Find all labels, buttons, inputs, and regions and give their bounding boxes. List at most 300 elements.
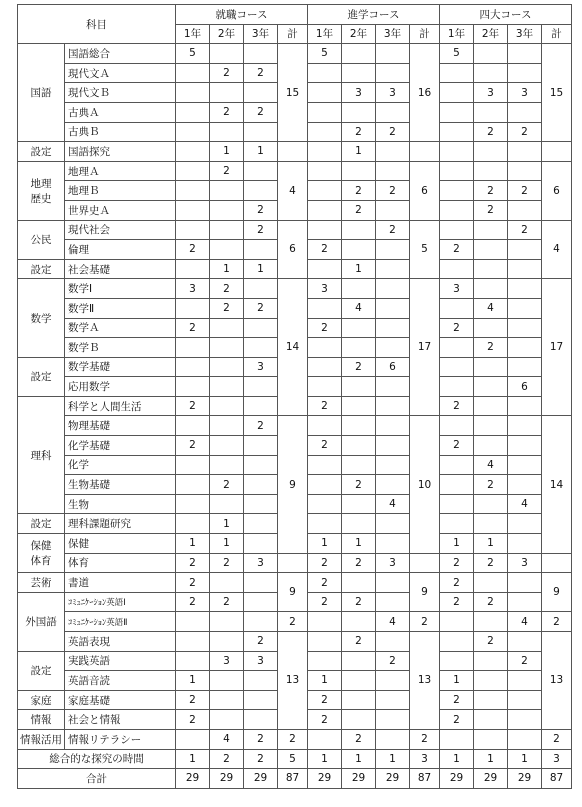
group-label: 設定 bbox=[18, 142, 65, 162]
subject-name: 古典Ａ bbox=[65, 102, 176, 122]
credit-cell: 6 bbox=[376, 357, 410, 377]
credit-cell: 5 bbox=[308, 44, 342, 64]
credit-cell: 3 bbox=[176, 279, 210, 299]
credit-cell: 2 bbox=[308, 710, 342, 730]
credit-cell: 4 bbox=[376, 494, 410, 514]
credit-cell: 1 bbox=[244, 142, 278, 162]
credit-cell bbox=[440, 181, 474, 201]
credit-cell: 2 bbox=[474, 475, 508, 495]
credit-cell bbox=[342, 318, 376, 338]
course-subtotal: 2 bbox=[278, 612, 308, 632]
credit-cell bbox=[474, 651, 508, 671]
grand-total-cell: 29 bbox=[474, 769, 508, 789]
credit-cell bbox=[474, 396, 508, 416]
credit-cell: 2 bbox=[176, 710, 210, 730]
credit-cell bbox=[474, 63, 508, 83]
credit-cell: 1 bbox=[210, 142, 244, 162]
credit-cell: 4 bbox=[508, 612, 542, 632]
year-header: 2年 bbox=[342, 24, 376, 44]
course-subtotal: 10 bbox=[410, 416, 440, 553]
credit-cell: 2 bbox=[176, 318, 210, 338]
credit-cell bbox=[376, 416, 410, 436]
group-label: 設定 bbox=[18, 259, 65, 279]
course-subtotal: 13 bbox=[410, 632, 440, 730]
credit-cell bbox=[176, 514, 210, 534]
credit-cell: 3 bbox=[244, 357, 278, 377]
credit-cell bbox=[176, 102, 210, 122]
grand-total-cell: 87 bbox=[410, 769, 440, 789]
credit-cell bbox=[210, 338, 244, 358]
credit-cell bbox=[474, 318, 508, 338]
credit-cell bbox=[308, 338, 342, 358]
credit-cell: 2 bbox=[244, 220, 278, 240]
credit-cell bbox=[308, 416, 342, 436]
credit-cell bbox=[210, 494, 244, 514]
credit-cell: 2 bbox=[342, 181, 376, 201]
credit-cell bbox=[474, 612, 508, 632]
inquiry-cell: 3 bbox=[410, 749, 440, 769]
year-header: 2年 bbox=[474, 24, 508, 44]
year-header: 1年 bbox=[176, 24, 210, 44]
credit-cell bbox=[376, 632, 410, 652]
group-label: 公民 bbox=[18, 220, 65, 259]
grand-total-cell: 29 bbox=[376, 769, 410, 789]
credit-cell: 3 bbox=[244, 651, 278, 671]
credit-cell bbox=[508, 436, 542, 456]
credit-cell: 2 bbox=[210, 63, 244, 83]
course-subtotal bbox=[278, 553, 308, 573]
credit-cell bbox=[376, 377, 410, 397]
course-subtotal: 4 bbox=[542, 220, 572, 279]
credit-cell bbox=[474, 240, 508, 260]
credit-cell bbox=[176, 122, 210, 142]
credit-cell bbox=[508, 416, 542, 436]
credit-cell: 2 bbox=[176, 553, 210, 573]
course-subtotal: 17 bbox=[542, 279, 572, 416]
credit-cell: 2 bbox=[210, 298, 244, 318]
credit-cell bbox=[176, 298, 210, 318]
credit-cell bbox=[244, 181, 278, 201]
course-subtotal: 6 bbox=[278, 220, 308, 279]
credit-cell bbox=[376, 200, 410, 220]
credit-cell bbox=[308, 494, 342, 514]
subject-name: 保健 bbox=[65, 534, 176, 554]
credit-cell bbox=[376, 338, 410, 358]
credit-cell bbox=[308, 63, 342, 83]
credit-cell: 2 bbox=[440, 396, 474, 416]
course-subtotal: 2 bbox=[542, 729, 572, 749]
credit-cell: 2 bbox=[508, 181, 542, 201]
credit-cell bbox=[308, 142, 342, 162]
credit-cell: 2 bbox=[210, 592, 244, 612]
credit-cell bbox=[508, 259, 542, 279]
credit-cell bbox=[244, 83, 278, 103]
credit-cell bbox=[440, 729, 474, 749]
credit-cell bbox=[376, 102, 410, 122]
credit-cell: 2 bbox=[376, 651, 410, 671]
inquiry-cell: 1 bbox=[308, 749, 342, 769]
credit-cell bbox=[176, 142, 210, 162]
subject-name: 社会と情報 bbox=[65, 710, 176, 730]
credit-cell: 2 bbox=[308, 573, 342, 593]
group-label: 保健 体育 bbox=[18, 534, 65, 573]
subject-name: 家庭基礎 bbox=[65, 690, 176, 710]
credit-cell: 2 bbox=[210, 553, 244, 573]
year-header: 3年 bbox=[244, 24, 278, 44]
credit-cell bbox=[308, 220, 342, 240]
credit-cell: 1 bbox=[308, 534, 342, 554]
credit-cell bbox=[474, 729, 508, 749]
credit-cell bbox=[440, 377, 474, 397]
subject-row bbox=[18, 612, 572, 632]
year-header: 3年 bbox=[376, 24, 410, 44]
credit-cell bbox=[440, 475, 474, 495]
subject-name: 地理Ｂ bbox=[65, 181, 176, 201]
credit-cell: 2 bbox=[308, 436, 342, 456]
year-header: 1年 bbox=[440, 24, 474, 44]
credit-cell: 2 bbox=[474, 553, 508, 573]
grand-total-cell: 29 bbox=[440, 769, 474, 789]
credit-cell bbox=[342, 651, 376, 671]
group-label: 芸術 bbox=[18, 573, 65, 593]
credit-cell bbox=[508, 318, 542, 338]
subject-row bbox=[18, 729, 572, 749]
credit-cell bbox=[244, 710, 278, 730]
credit-cell bbox=[342, 514, 376, 534]
year-header: 2年 bbox=[210, 24, 244, 44]
credit-cell bbox=[440, 83, 474, 103]
subject-row bbox=[18, 573, 572, 593]
inquiry-cell: 1 bbox=[440, 749, 474, 769]
grand-total-cell: 87 bbox=[542, 769, 572, 789]
credit-cell bbox=[308, 181, 342, 201]
credit-cell bbox=[210, 200, 244, 220]
credit-cell bbox=[244, 514, 278, 534]
subject-name: 世界史Ａ bbox=[65, 200, 176, 220]
credit-cell bbox=[440, 200, 474, 220]
credit-cell bbox=[210, 220, 244, 240]
inquiry-cell: 2 bbox=[210, 749, 244, 769]
credit-cell bbox=[508, 240, 542, 260]
subject-row bbox=[18, 44, 572, 64]
credit-cell: 2 bbox=[440, 318, 474, 338]
credit-cell bbox=[308, 161, 342, 181]
credit-cell bbox=[244, 436, 278, 456]
subject-name: 化学基礎 bbox=[65, 436, 176, 456]
credit-cell: 2 bbox=[342, 632, 376, 652]
credit-cell bbox=[440, 612, 474, 632]
year-header: 3年 bbox=[508, 24, 542, 44]
credit-cell bbox=[474, 690, 508, 710]
credit-cell bbox=[176, 181, 210, 201]
credit-cell bbox=[474, 279, 508, 299]
credit-cell bbox=[508, 44, 542, 64]
credit-cell: 1 bbox=[176, 671, 210, 691]
group-label: 情報活用 bbox=[18, 729, 65, 749]
credit-cell bbox=[176, 651, 210, 671]
credit-cell bbox=[244, 455, 278, 475]
credit-cell bbox=[244, 240, 278, 260]
credit-cell bbox=[244, 475, 278, 495]
credit-cell bbox=[176, 416, 210, 436]
credit-cell: 1 bbox=[176, 534, 210, 554]
credit-cell bbox=[376, 729, 410, 749]
group-label: 国語 bbox=[18, 44, 65, 142]
course-subtotal bbox=[410, 553, 440, 573]
credit-cell bbox=[376, 514, 410, 534]
credit-cell: 2 bbox=[440, 710, 474, 730]
credit-cell: 2 bbox=[176, 436, 210, 456]
credit-cell bbox=[244, 573, 278, 593]
credit-cell: 1 bbox=[342, 142, 376, 162]
group-label: 設定 bbox=[18, 651, 65, 690]
credit-cell bbox=[244, 534, 278, 554]
credit-cell bbox=[508, 573, 542, 593]
course-subtotal: 15 bbox=[542, 44, 572, 142]
credit-cell: 2 bbox=[342, 122, 376, 142]
credit-cell: 2 bbox=[440, 240, 474, 260]
credit-cell bbox=[440, 338, 474, 358]
credit-cell: 2 bbox=[474, 632, 508, 652]
credit-cell bbox=[176, 612, 210, 632]
credit-cell bbox=[440, 357, 474, 377]
subject-name: 倫理 bbox=[65, 240, 176, 260]
credit-cell: 4 bbox=[508, 494, 542, 514]
credit-cell: 2 bbox=[176, 396, 210, 416]
course-subtotal: 4 bbox=[278, 161, 308, 220]
group-label: 家庭 bbox=[18, 690, 65, 710]
credit-cell bbox=[176, 200, 210, 220]
credit-cell bbox=[308, 651, 342, 671]
course-subtotal: 17 bbox=[410, 279, 440, 416]
course-subtotal: 5 bbox=[410, 220, 440, 279]
credit-cell: 2 bbox=[244, 632, 278, 652]
credit-cell bbox=[508, 729, 542, 749]
credit-cell bbox=[176, 455, 210, 475]
subject-name: 国語探究 bbox=[65, 142, 176, 162]
credit-cell: 2 bbox=[376, 181, 410, 201]
subject-row bbox=[18, 142, 572, 162]
subject-row bbox=[18, 220, 572, 240]
credit-cell bbox=[308, 632, 342, 652]
subject-name: 英語表現 bbox=[65, 632, 176, 652]
credit-cell bbox=[244, 338, 278, 358]
course-subtotal bbox=[278, 142, 308, 162]
credit-cell bbox=[474, 220, 508, 240]
credit-cell: 2 bbox=[176, 240, 210, 260]
credit-cell bbox=[440, 161, 474, 181]
credit-cell bbox=[376, 396, 410, 416]
course-subtotal: 2 bbox=[278, 729, 308, 749]
credit-cell: 2 bbox=[308, 592, 342, 612]
credit-cell bbox=[474, 259, 508, 279]
course-subtotal: 2 bbox=[410, 612, 440, 632]
credit-cell bbox=[474, 377, 508, 397]
credit-cell bbox=[342, 102, 376, 122]
credit-cell bbox=[308, 475, 342, 495]
credit-cell bbox=[474, 710, 508, 730]
credit-cell bbox=[440, 455, 474, 475]
credit-cell: 2 bbox=[376, 122, 410, 142]
credit-cell: 1 bbox=[440, 534, 474, 554]
subject-name: 物理基礎 bbox=[65, 416, 176, 436]
credit-cell bbox=[474, 142, 508, 162]
credit-cell bbox=[376, 259, 410, 279]
credit-cell: 3 bbox=[308, 279, 342, 299]
credit-cell bbox=[308, 612, 342, 632]
credit-cell bbox=[342, 710, 376, 730]
credit-cell bbox=[440, 416, 474, 436]
credit-cell: 2 bbox=[474, 181, 508, 201]
course-subtotal: 2 bbox=[410, 729, 440, 749]
subject-header: 科目 bbox=[18, 5, 176, 44]
inquiry-cell: 1 bbox=[508, 749, 542, 769]
course-subtotal: 14 bbox=[542, 416, 572, 553]
credit-cell bbox=[342, 220, 376, 240]
credit-cell bbox=[342, 612, 376, 632]
credit-cell: 2 bbox=[244, 416, 278, 436]
subject-name: 英語音読 bbox=[65, 671, 176, 691]
credit-cell bbox=[474, 514, 508, 534]
group-label: 設定 bbox=[18, 357, 65, 396]
credit-cell: 2 bbox=[210, 102, 244, 122]
credit-cell bbox=[210, 690, 244, 710]
total-header: 計 bbox=[278, 24, 308, 44]
credit-cell: 2 bbox=[176, 690, 210, 710]
credit-cell bbox=[210, 416, 244, 436]
course-subtotal bbox=[542, 553, 572, 573]
credit-cell: 2 bbox=[176, 573, 210, 593]
grand-total-label: 合計 bbox=[18, 769, 176, 789]
credit-cell bbox=[176, 83, 210, 103]
credit-cell bbox=[342, 279, 376, 299]
course-subtotal: 13 bbox=[542, 632, 572, 730]
credit-cell bbox=[474, 102, 508, 122]
credit-cell bbox=[210, 122, 244, 142]
subject-name: 書道 bbox=[65, 573, 176, 593]
credit-cell bbox=[176, 494, 210, 514]
credit-cell bbox=[342, 240, 376, 260]
subject-name: 生物 bbox=[65, 494, 176, 514]
credit-cell: 1 bbox=[210, 534, 244, 554]
course-subtotal: 9 bbox=[278, 416, 308, 553]
credit-cell bbox=[474, 671, 508, 691]
subject-name: 国語総合 bbox=[65, 44, 176, 64]
credit-cell bbox=[210, 671, 244, 691]
subject-name: ｺﾐｭﾆｹｰｼｮﾝ英語Ⅰ bbox=[65, 592, 176, 612]
curriculum-table bbox=[17, 4, 572, 789]
group-label: 設定 bbox=[18, 514, 65, 534]
credit-cell bbox=[342, 161, 376, 181]
credit-cell bbox=[308, 729, 342, 749]
credit-cell: 3 bbox=[244, 553, 278, 573]
credit-cell: 1 bbox=[210, 259, 244, 279]
course-subtotal bbox=[542, 142, 572, 162]
credit-cell bbox=[508, 592, 542, 612]
credit-cell: 2 bbox=[376, 220, 410, 240]
course-header: 四大コース bbox=[440, 5, 572, 25]
subject-name: ｺﾐｭﾆｹｰｼｮﾝ英語Ⅱ bbox=[65, 612, 176, 632]
credit-cell: 2 bbox=[308, 240, 342, 260]
credit-cell bbox=[176, 377, 210, 397]
credit-cell bbox=[308, 357, 342, 377]
header-row bbox=[18, 5, 572, 25]
credit-cell bbox=[176, 338, 210, 358]
grand-total-cell: 87 bbox=[278, 769, 308, 789]
credit-cell: 4 bbox=[474, 455, 508, 475]
subject-name: 理科課題研究 bbox=[65, 514, 176, 534]
credit-cell: 2 bbox=[308, 690, 342, 710]
credit-cell bbox=[508, 710, 542, 730]
credit-cell bbox=[244, 592, 278, 612]
credit-cell: 2 bbox=[474, 338, 508, 358]
credit-cell bbox=[376, 690, 410, 710]
credit-cell bbox=[440, 514, 474, 534]
credit-cell bbox=[508, 671, 542, 691]
credit-cell bbox=[376, 240, 410, 260]
credit-cell: 2 bbox=[210, 161, 244, 181]
credit-cell: 2 bbox=[342, 200, 376, 220]
credit-cell bbox=[342, 455, 376, 475]
credit-cell bbox=[376, 279, 410, 299]
subject-name: 応用数学 bbox=[65, 377, 176, 397]
credit-cell bbox=[440, 298, 474, 318]
credit-cell bbox=[244, 161, 278, 181]
subject-row bbox=[18, 279, 572, 299]
credit-cell bbox=[474, 436, 508, 456]
course-subtotal: 6 bbox=[410, 161, 440, 220]
credit-cell bbox=[342, 416, 376, 436]
credit-cell: 2 bbox=[508, 122, 542, 142]
credit-cell bbox=[210, 436, 244, 456]
year-header: 1年 bbox=[308, 24, 342, 44]
credit-cell: 3 bbox=[210, 651, 244, 671]
credit-cell bbox=[474, 44, 508, 64]
group-label: 数学 bbox=[18, 279, 65, 357]
credit-cell bbox=[474, 573, 508, 593]
credit-cell bbox=[210, 318, 244, 338]
credit-cell: 4 bbox=[376, 612, 410, 632]
total-header: 計 bbox=[410, 24, 440, 44]
credit-cell: 2 bbox=[474, 122, 508, 142]
credit-cell bbox=[440, 142, 474, 162]
credit-cell bbox=[308, 200, 342, 220]
credit-cell bbox=[508, 514, 542, 534]
credit-cell: 2 bbox=[440, 592, 474, 612]
credit-cell bbox=[244, 690, 278, 710]
credit-cell bbox=[440, 122, 474, 142]
course-subtotal: 13 bbox=[278, 632, 308, 730]
credit-cell: 2 bbox=[308, 553, 342, 573]
credit-cell: 2 bbox=[474, 592, 508, 612]
credit-cell bbox=[440, 220, 474, 240]
subject-row bbox=[18, 416, 572, 436]
credit-cell bbox=[176, 220, 210, 240]
subject-name: 社会基礎 bbox=[65, 259, 176, 279]
grand-total-cell: 29 bbox=[342, 769, 376, 789]
credit-cell bbox=[440, 63, 474, 83]
credit-cell bbox=[508, 455, 542, 475]
subject-name: 数学Ａ bbox=[65, 318, 176, 338]
credit-cell bbox=[342, 690, 376, 710]
credit-cell: 2 bbox=[342, 729, 376, 749]
course-subtotal: 14 bbox=[278, 279, 308, 416]
credit-cell bbox=[342, 573, 376, 593]
credit-cell: 2 bbox=[508, 651, 542, 671]
group-label: 外国語 bbox=[18, 592, 65, 651]
credit-cell bbox=[376, 298, 410, 318]
credit-cell: 4 bbox=[342, 298, 376, 318]
